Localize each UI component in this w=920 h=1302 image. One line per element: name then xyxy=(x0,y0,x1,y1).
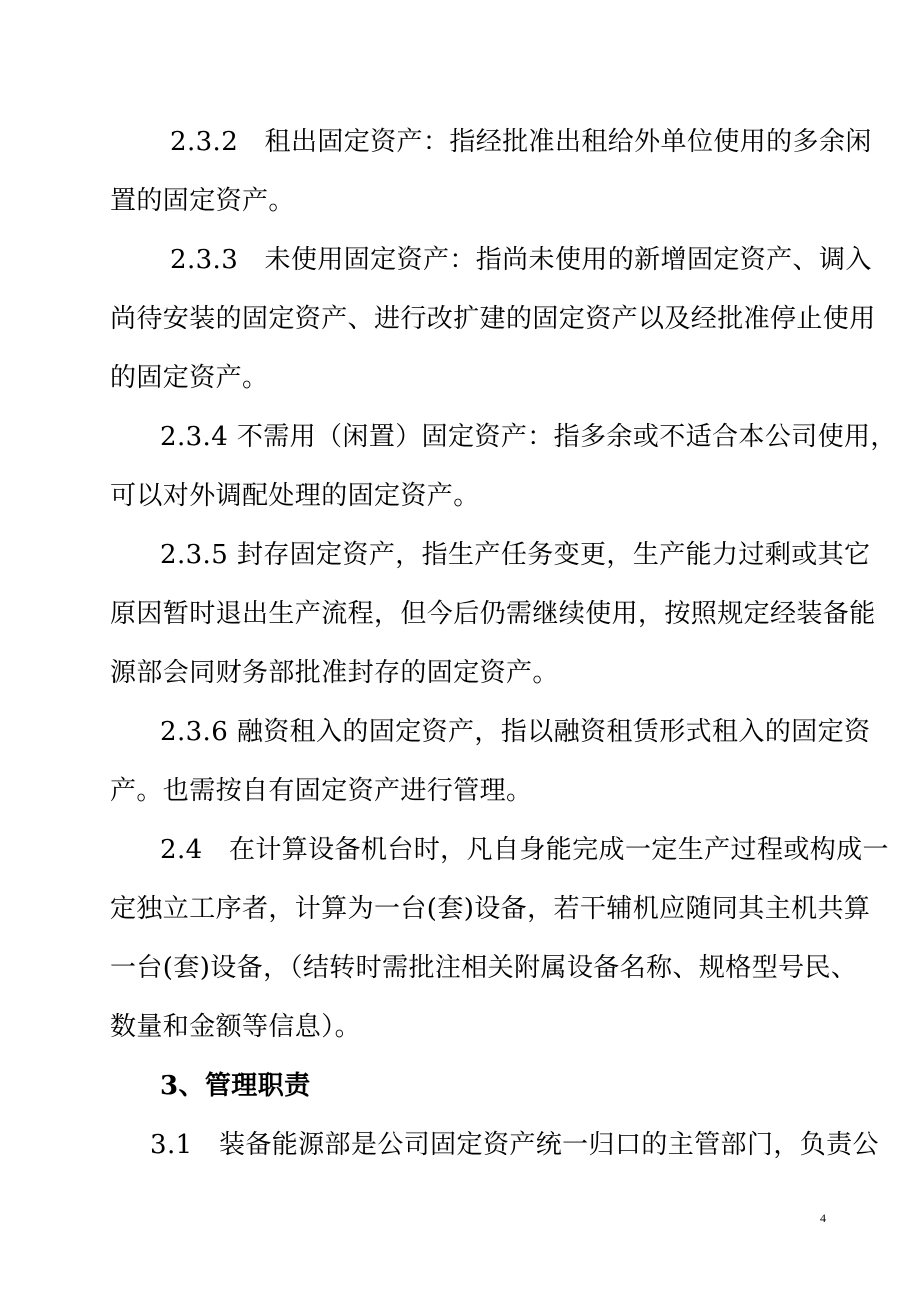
clause-2-3-2-line-2: 置的固定资产。 xyxy=(110,186,295,216)
clause-2-3-2-line-1: 2.3.2 租出固定资产：指经批准出租给外单位使用的多余闲 xyxy=(170,127,872,157)
clause-2-3-5-line-3: 源部会同财务部批准封存的固定资产。 xyxy=(110,658,559,688)
page-number: 4 xyxy=(820,1211,826,1225)
section-3-heading: 3、管理职责 xyxy=(160,1071,311,1101)
clause-2-4-line-2: 定独立工序者，计算为一台(套)设备，若干辅机应随同其主机共算 xyxy=(110,894,871,924)
clause-2-3-4-line-1: 2.3.4 不需用（闲置）固定资产：指多余或不适合本公司使用， xyxy=(160,422,897,452)
clause-2-3-3-line-2: 尚待安装的固定资产、进行改扩建的固定资产以及经批准停止使用 xyxy=(110,304,876,334)
clause-2-3-3-line-1: 2.3.3 未使用固定资产：指尚未使用的新增固定资产、调入 xyxy=(170,245,872,275)
clause-2-3-6-line-2: 产。也需按自有固定资产进行管理。 xyxy=(110,776,533,806)
clause-2-4-line-3: 一台(套)设备，（结转时需批注相关附属设备名称、规格型号民、 xyxy=(110,953,858,983)
clause-2-4-line-1: 2.4 在计算设备机台时，凡自身能完成一定生产过程或构成一 xyxy=(160,835,889,865)
clause-2-3-5-line-1: 2.3.5 封存固定资产，指生产任务变更，生产能力过剩或其它 xyxy=(160,540,871,570)
clause-2-3-4-line-2: 可以对外调配处理的固定资产。 xyxy=(110,481,480,511)
clause-2-3-3-line-3: 的固定资产。 xyxy=(110,363,269,393)
clause-2-3-5-line-2: 原因暂时退出生产流程，但今后仍需继续使用，按照规定经装备能 xyxy=(110,599,876,629)
clause-2-3-6-line-1: 2.3.6 融资租入的固定资产，指以融资租赁形式租入的固定资 xyxy=(160,717,871,747)
clause-2-4-line-4: 数量和金额等信息）。 xyxy=(110,1012,362,1042)
clause-3-1-line-1: 3.1 装备能源部是公司固定资产统一归口的主管部门，负责公 xyxy=(150,1130,879,1160)
